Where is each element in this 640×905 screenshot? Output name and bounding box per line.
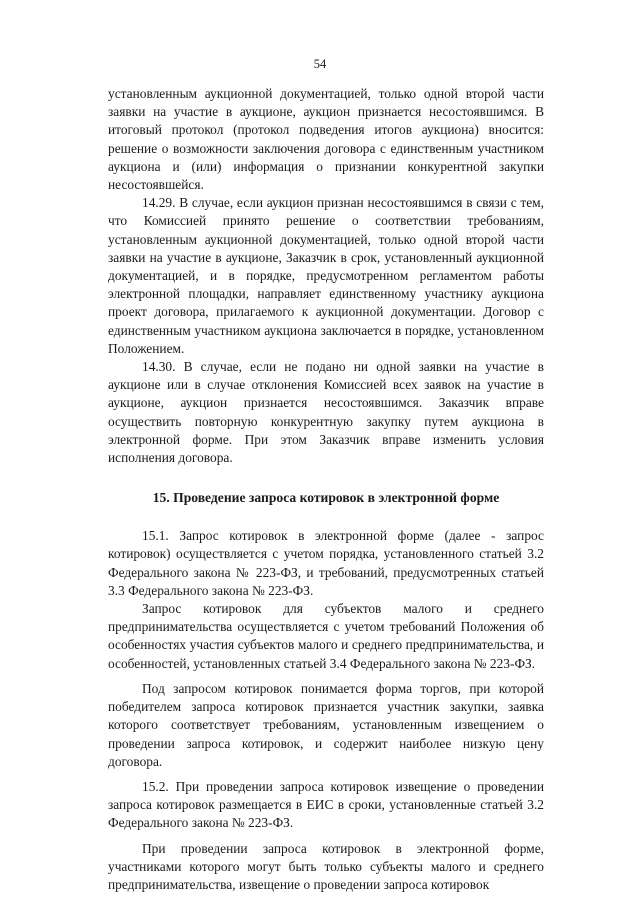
- paragraph-continuation: установленным аукционной документацией, только одной второй части заявки на участие в аукционе, аукцион признается несостоявшимся. В итоговый протокол (протокол подведения итогов аукциона) вносится: решение о возможности заключения договора с единственным участником аукциона и (или) информация о признании конкурентной закупки несостоявшейся.: [108, 86, 544, 193]
- page-number: 54: [313, 57, 327, 71]
- paragraph-definition: Под запросом котировок понимается форма торгов, при которой победителем запроса котировок признается участник закупки, заявка которого соответствует требованиям, установленным извещением о проведении запроса котировок, и содержит наиболее низкую цену договора.: [108, 680, 544, 769]
- section-heading: 15. Проведение запроса котировок в электронной форме: [152, 490, 500, 506]
- paragraph-14-29: 14.29. В случае, если аукцион признан несостоявшимся в связи с тем, что Комиссией принято решение о соответствии требованиям, установленным аукционной документацией, только одной второй части заявки на участие в аукционе, Заказчик в срок, установленный аукционной документацией, и в порядке, предусмотренном регламентом работы электронной площадки, направляет единственному участнику аукциона проект договора, прилагаемого к аукционной документации. Договор с единственным участником аукциона заключается в порядке, установленном Положением.: [108, 195, 544, 356]
- document-body: [108, 85, 544, 894]
- paragraph-smb: Запрос котировок для субъектов малого и среднего предпринимательства осуществляется с учетом требований Положения об особенностях участия субъектов малого и среднего предпринимательства, и особенностей, установленных статьей 3.4 Федерального закона № 223-ФЗ.: [108, 601, 544, 671]
- paragraph-15-1: 15.1. Запрос котировок в электронной форме (далее - запрос котировок) осуществляется с учетом порядка, установленного статьей 3.2 Федерального закона № 223-ФЗ, и требований, предусмотренных статьей 3.3 Федерального закона № 223-ФЗ.: [108, 528, 544, 598]
- paragraph-15-2: 15.2. При проведении запроса котировок извещение о проведении запроса котировок размещается в ЕИС в сроки, установленные статьей 3.2 Федерального закона № 223-ФЗ.: [108, 778, 544, 831]
- paragraph-14-30: 14.30. В случае, если не подано ни одной заявки на участие в аукционе или в случае отклонения Комиссией всех заявок на участие в аукционе, аукцион признается несостоявшимся. Заказчик вправе осуществить повторную конкурентную закупку путем аукциона в электронной форме. При этом Заказчик вправе изменить условия исполнения договора.: [108, 359, 544, 466]
- paragraph-smb-notice: При проведении запроса котировок в электронной форме, участниками которого могут быть только субъекты малого и среднего предпринимательства, извещение о проведении запроса котировок: [108, 840, 544, 892]
